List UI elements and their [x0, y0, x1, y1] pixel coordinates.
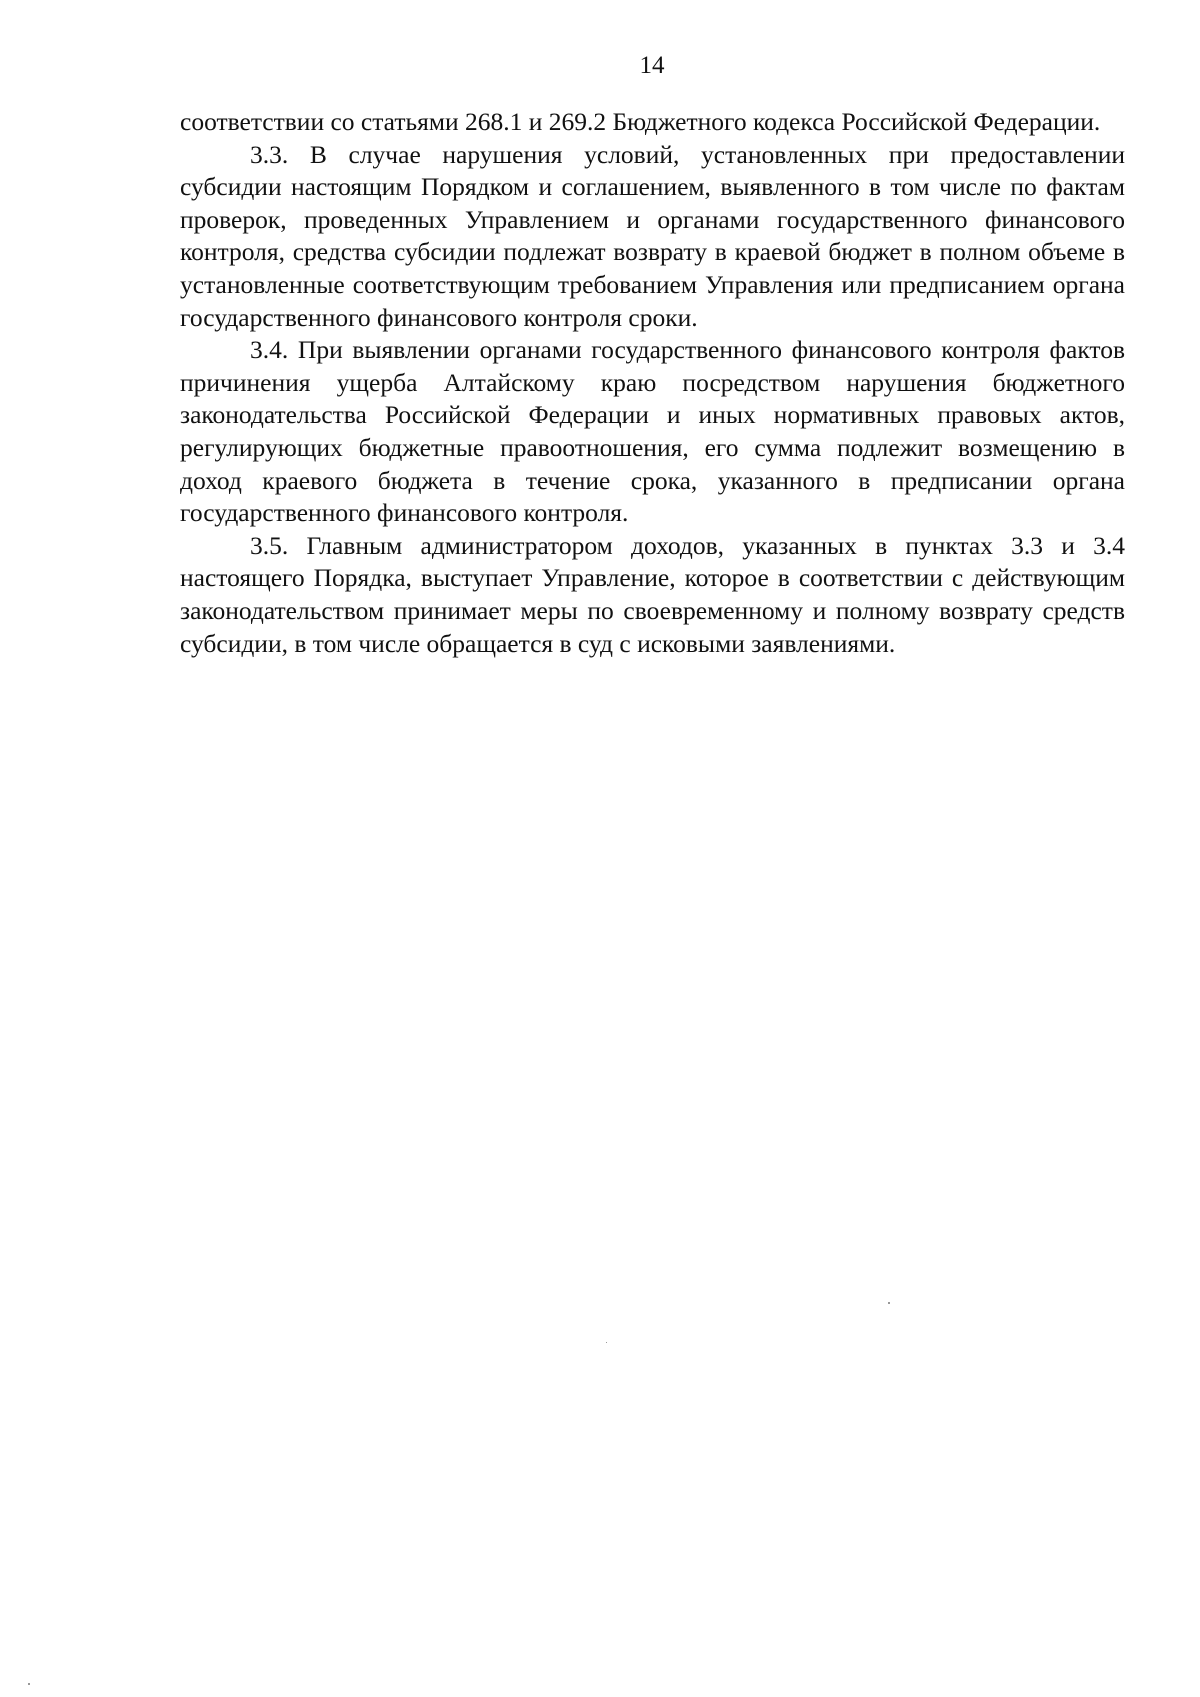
paragraph-continuation: соответствии со статьями 268.1 и 269.2 Бюджетного кодекса Российской Федерации.: [180, 107, 1101, 136]
scan-speck: [606, 1342, 607, 1343]
page-number: 14: [639, 52, 665, 79]
paragraph-3-3: 3.3. В случае нарушения условий, установленных при предоставлении субсидии настоящим Порядком и соглашением, выявленного в том числе по фактам проверок, проведенных Управлением и органами государственного финансового контроля, средства субсидии подлежат возврату в краевой бюджет в полном объеме в установленные соответствующим требованием Управления или предписанием органа государственного финансового контроля сроки.: [180, 139, 1125, 332]
scan-speck: [888, 1302, 890, 1304]
scan-speck: [28, 1683, 30, 1685]
document-body: [180, 106, 1125, 660]
paragraph-3-5: 3.5. Главным администратором доходов, указанных в пунктах 3.3 и 3.4 настоящего Порядка, выступает Управление, которое в соответствии с действующим законодательством принимает меры по своевременному и полному возврату средств субсидии, в том числе обращается в суд с исковыми заявлениями.: [180, 530, 1125, 658]
paragraph-3-4: 3.4. При выявлении органами государственного финансового контроля фактов причинения ущерба Алтайскому краю посредством нарушения бюджетного законодательства Российской Федерации и иных нормативных правовых актов, регулирующих бюджетные правоотношения, его сумма подлежит возмещению в доход краевого бюджета в течение срока, указанного в предписании органа государственного финансового контроля.: [180, 335, 1125, 528]
